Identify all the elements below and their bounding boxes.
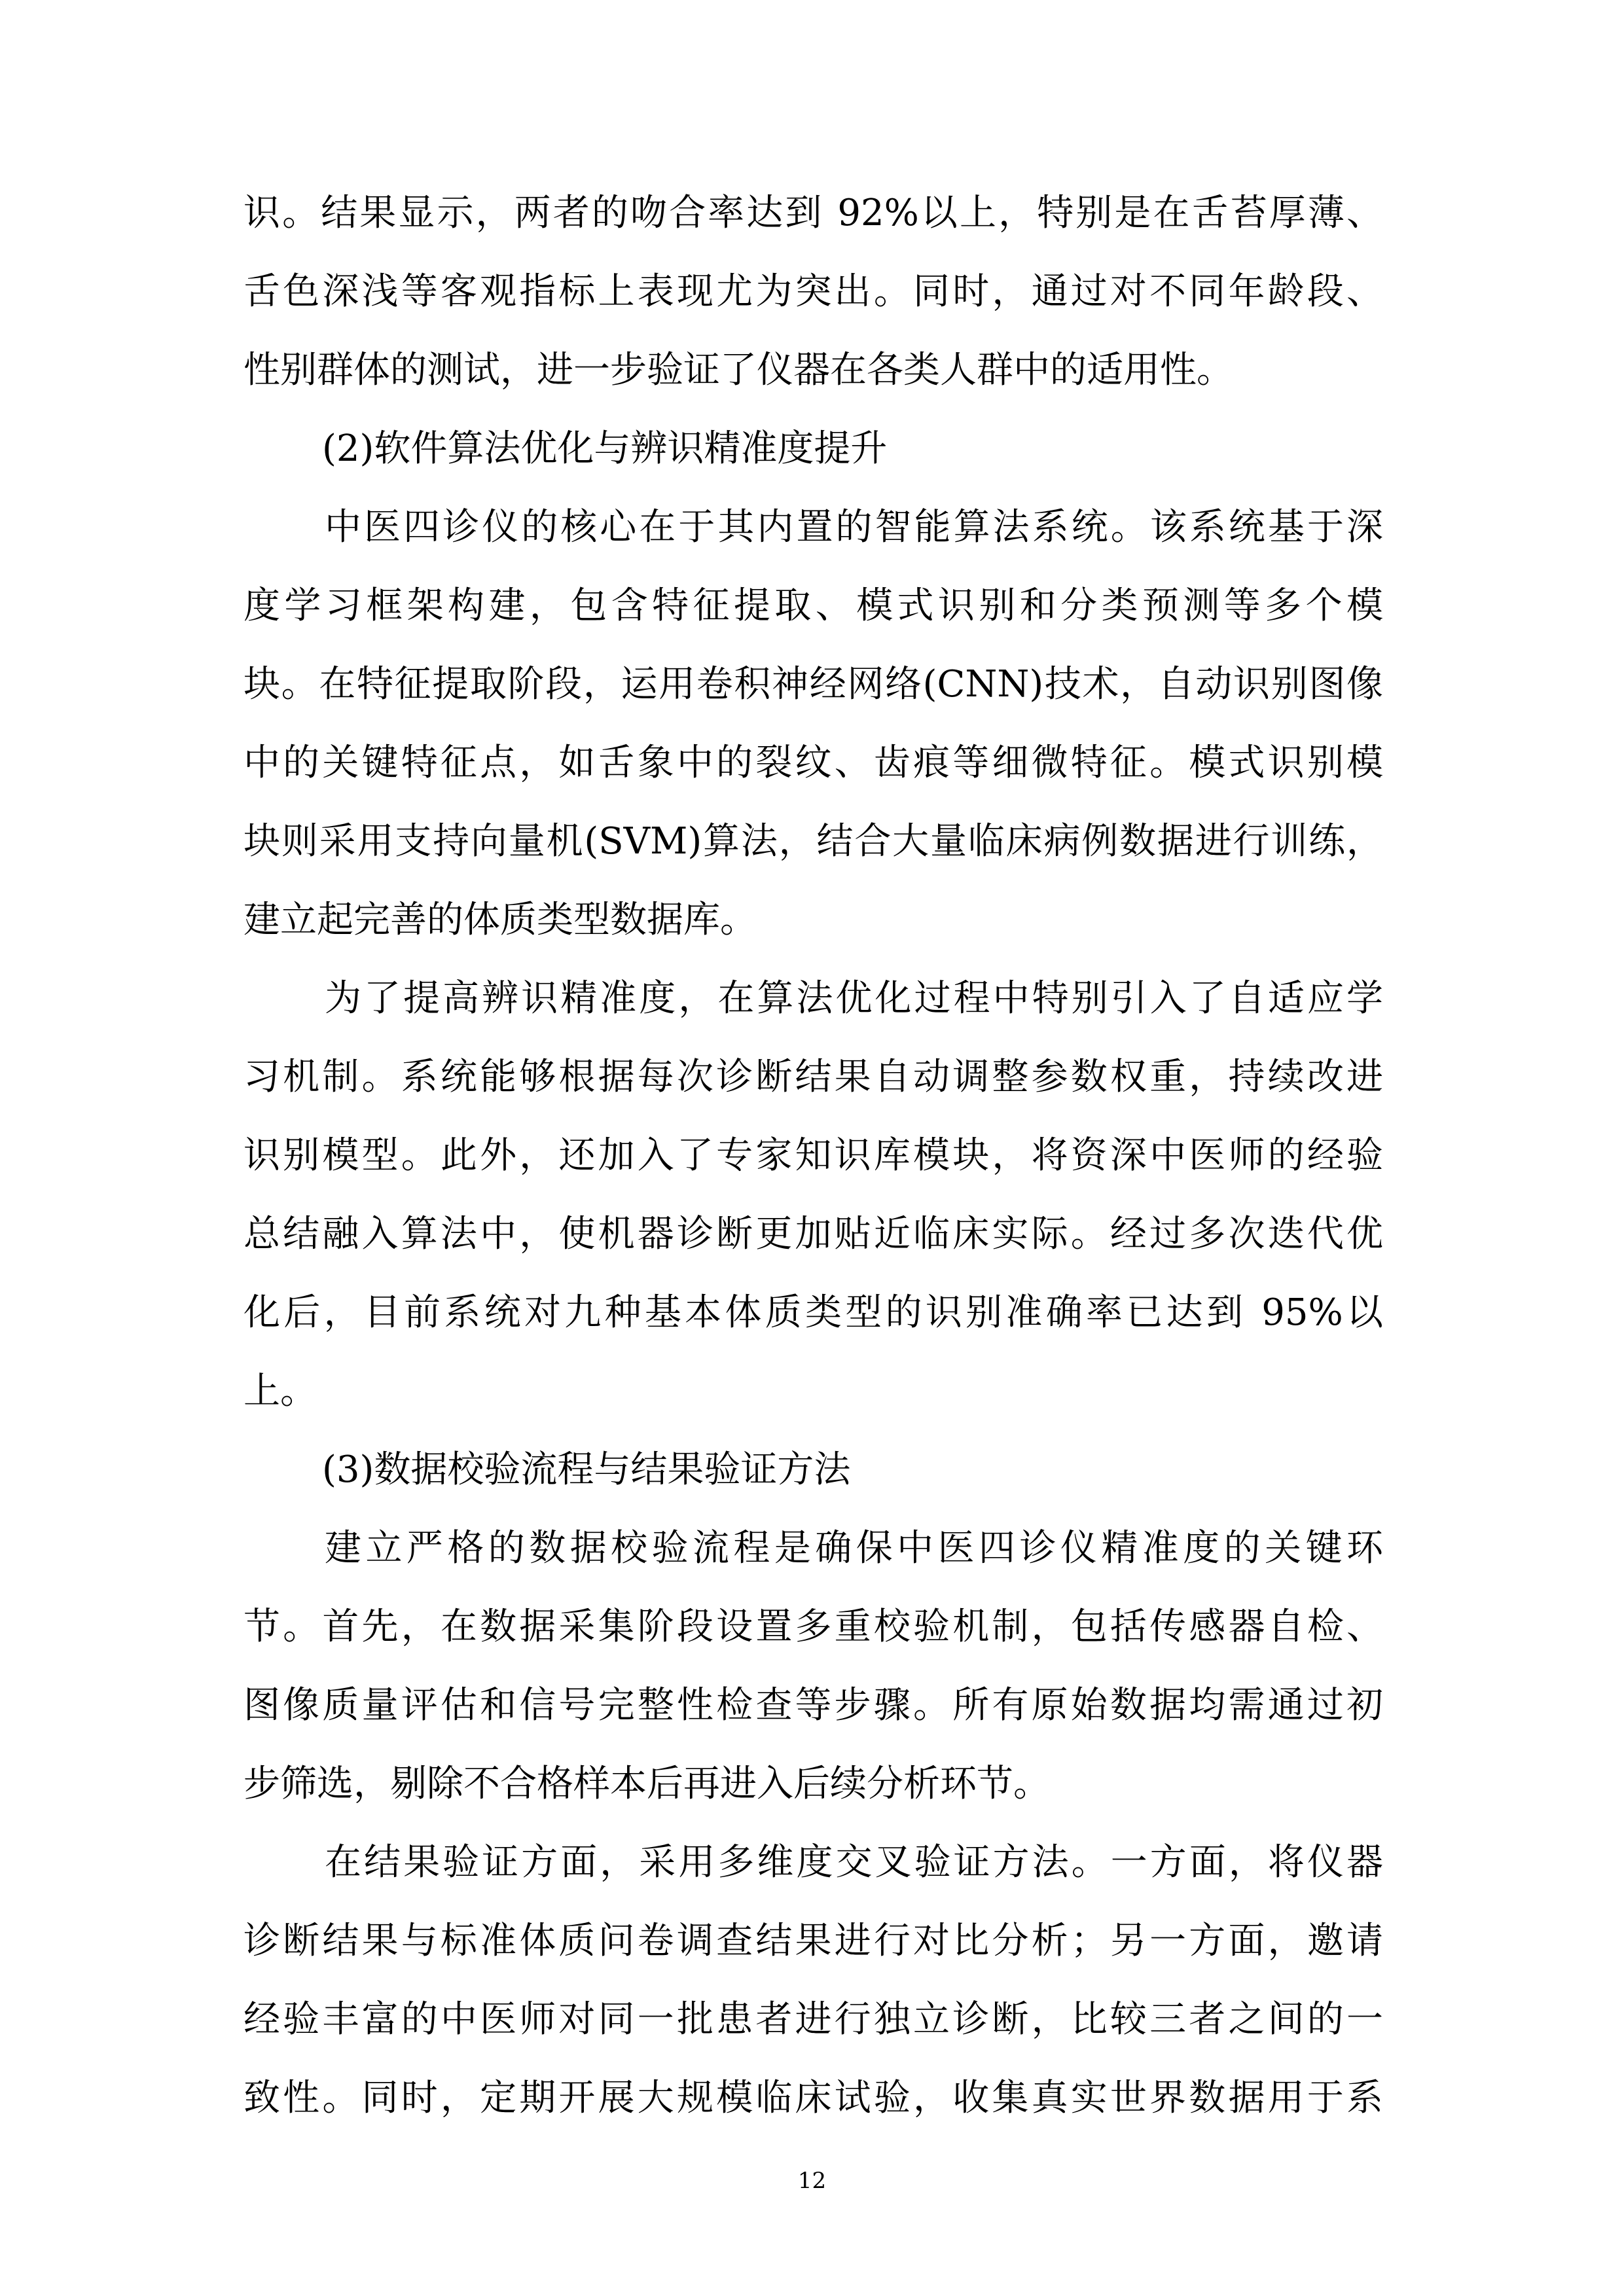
text-line: 在结果验证方面，采用多维度交叉验证方法。一方面，将仪器 <box>325 1841 1383 1884</box>
page-number: 12 <box>797 2168 827 2194</box>
text-line: 上。 <box>244 1370 317 1412</box>
text-line: 识。结果显示，两者的吻合率达到 92%以上，特别是在舌苔厚薄、 <box>244 192 1383 234</box>
text-line: 度学习框架构建，包含特征提取、模式识别和分类预测等多个模 <box>244 584 1383 627</box>
text-line: 节。首先，在数据采集阶段设置多重校验机制，包括传感器自检、 <box>244 1605 1383 1648</box>
text-line: 经验丰富的中医师对同一批患者进行独立诊断，比较三者之间的一 <box>244 1998 1383 2041</box>
text-line: 化后，目前系统对九种基本体质类型的识别准确率已达到 95%以 <box>244 1291 1383 1334</box>
body-text <box>244 174 1383 2138</box>
text-line: 块。在特征提取阶段，运用卷积神经网络(CNN)技术，自动识别图像 <box>244 663 1383 706</box>
text-line: 舌色深浅等客观指标上表现尤为突出。同时，通过对不同年龄段、 <box>244 270 1383 313</box>
text-line: 中医四诊仪的核心在于其内置的智能算法系统。该系统基于深 <box>325 506 1383 548</box>
section-heading: (2)软件算法优化与辨识精准度提升 <box>322 427 888 470</box>
text-line: 建立起完善的体质类型数据库。 <box>244 899 757 941</box>
text-line: 性别群体的测试，进一步验证了仪器在各类人群中的适用性。 <box>244 349 1233 391</box>
text-line: 步筛选，剔除不合格样本后再进入后续分析环节。 <box>244 1763 1050 1805</box>
text-line: 致性。同时，定期开展大规模临床试验，收集真实世界数据用于系 <box>244 2077 1383 2119</box>
text-line: 块则采用支持向量机(SVM)算法，结合大量临床病例数据进行训练， <box>244 820 1383 863</box>
text-line: 建立严格的数据校验流程是确保中医四诊仪精准度的关键环 <box>325 1527 1383 1570</box>
text-line: 中的关键特征点，如舌象中的裂纹、齿痕等细微特征。模式识别模 <box>244 742 1383 784</box>
text-line: 习机制。系统能够根据每次诊断结果自动调整参数权重，持续改进 <box>244 1056 1383 1098</box>
text-line: 识别模型。此外，还加入了专家知识库模块，将资深中医师的经验 <box>244 1134 1383 1177</box>
text-line: 总结融入算法中，使机器诊断更加贴近临床实际。经过多次迭代优 <box>244 1213 1383 1255</box>
text-line: 图像质量评估和信号完整性检查等步骤。所有原始数据均需通过初 <box>244 1684 1383 1727</box>
section-heading: (3)数据校验流程与结果验证方法 <box>322 1448 851 1491</box>
text-line: 为了提高辨识精准度，在算法优化过程中特别引入了自适应学 <box>325 977 1383 1020</box>
text-line: 诊断结果与标准体质问卷调查结果进行对比分析；另一方面，邀请 <box>244 1920 1383 1962</box>
